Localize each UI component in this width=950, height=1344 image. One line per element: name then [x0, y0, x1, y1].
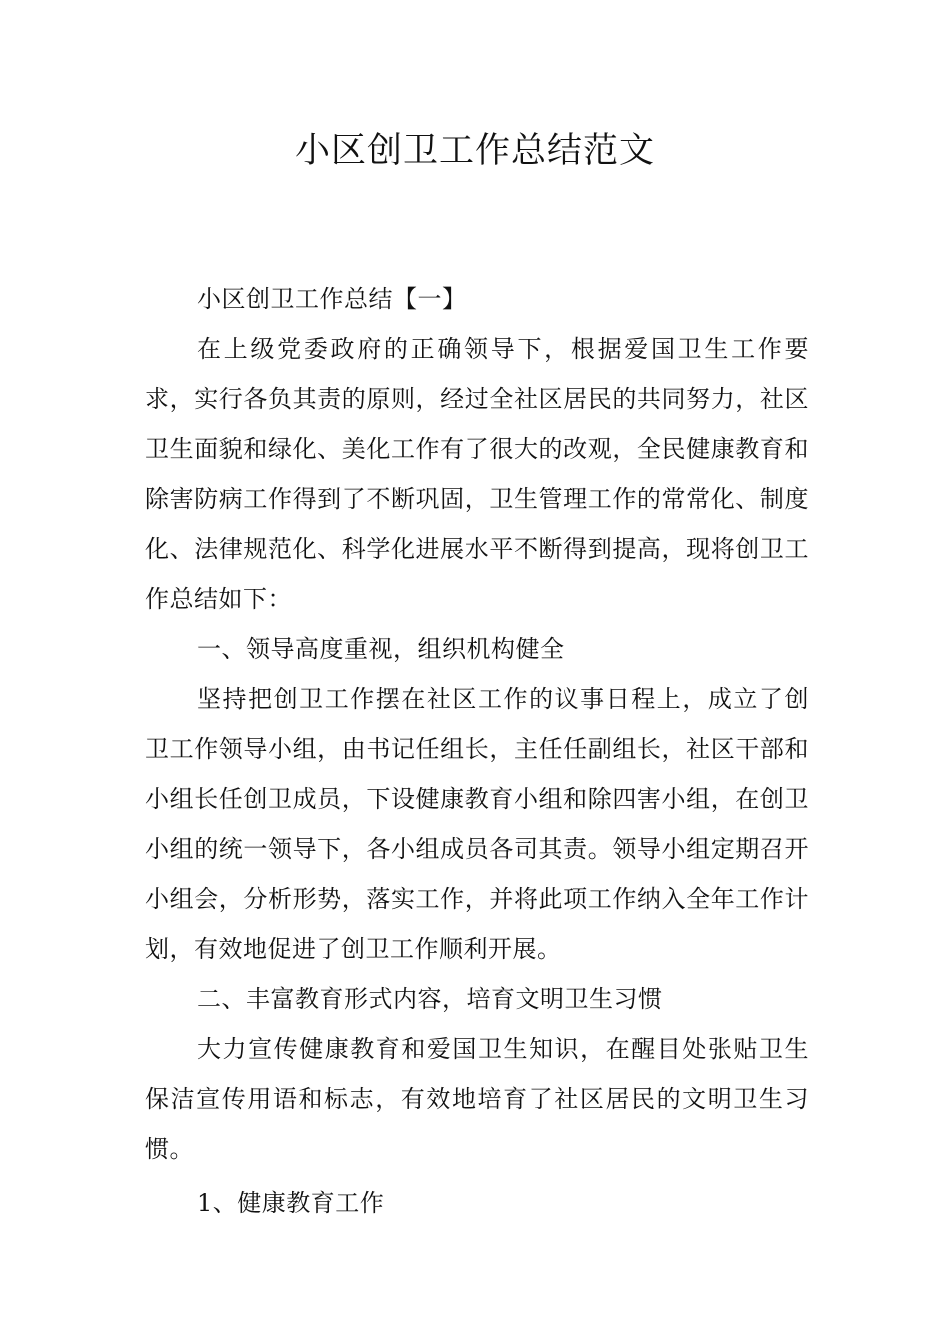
section-heading: 一、领导高度重视，组织机构健全 — [197, 635, 565, 663]
body-paragraph: 大力宣传健康教育和爱国卫生知识，在醒目处张贴卫生保洁宣传用语和标志，有效地培育了社区居民的文明卫生习惯。 — [145, 1035, 809, 1163]
document-body — [145, 274, 809, 1228]
section-heading: 小区创卫工作总结【一】 — [197, 285, 467, 313]
section-heading: 二、丰富教育形式内容，培育文明卫生习惯 — [197, 985, 663, 1013]
body-paragraph: 在上级党委政府的正确领导下，根据爱国卫生工作要求，实行各负其责的原则，经过全社区居民的共同努力，社区卫生面貌和绿化、美化工作有了很大的改观，全民健康教育和除害防病工作得到了不断巩固，卫生管理工作的常常化、制度化、法律规范化、科学化进展水平不断得到提高，现将创卫工作总结如下： — [145, 335, 809, 613]
document-title: 小区创卫工作总结范文 — [294, 131, 655, 171]
body-paragraph: 坚持把创卫工作摆在社区工作的议事日程上，成立了创卫工作领导小组，由书记任组长，主任任副组长，社区干部和小组长任创卫成员，下设健康教育小组和除四害小组，在创卫小组的统一领导下，各小组成员各司其责。领导小组定期召开小组会，分析形势，落实工作，并将此项工作纳入全年工作计划，有效地促进了创卫工作顺利开展。 — [145, 685, 809, 963]
subsection-heading: 1、健康教育工作 — [197, 1189, 385, 1217]
